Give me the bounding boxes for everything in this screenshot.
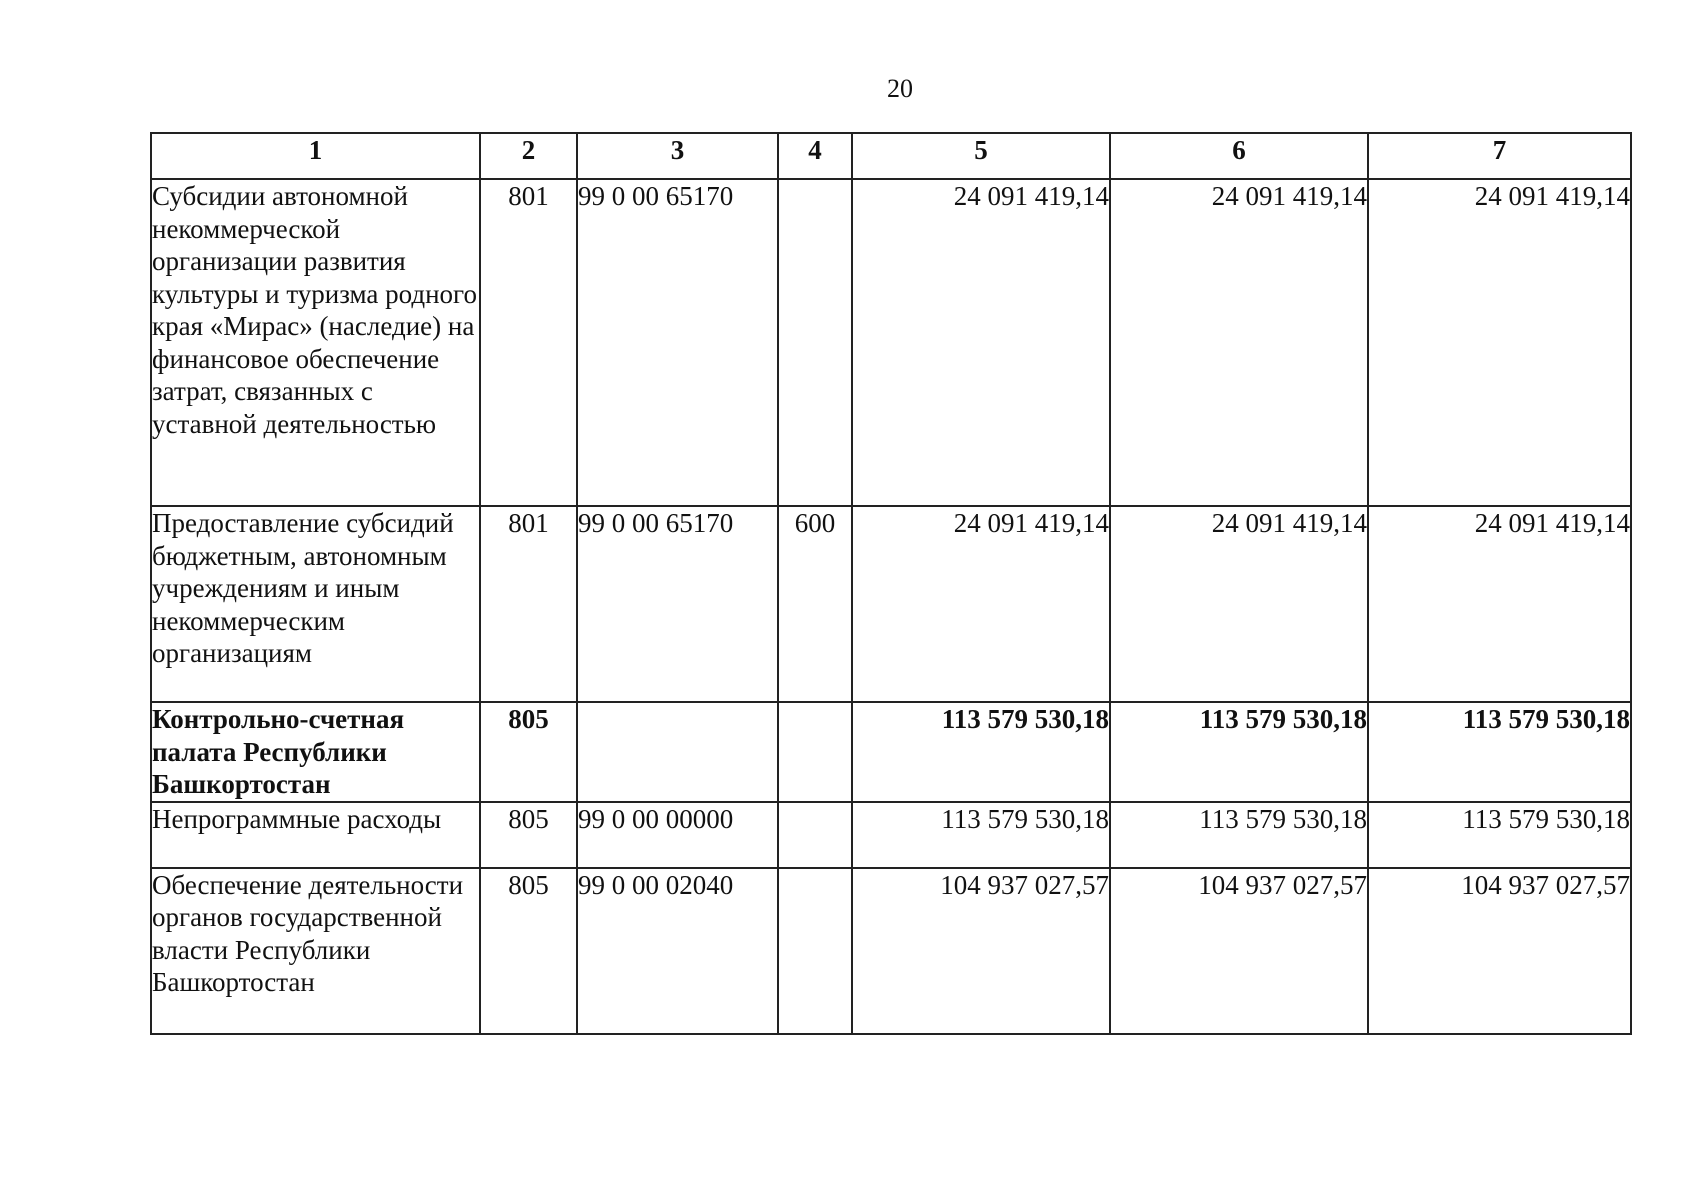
row-expense-type <box>778 702 852 802</box>
row-amount-col5: 24 091 419,14 <box>852 179 1110 506</box>
row-amount-col7: 113 579 530,18 <box>1368 802 1631 868</box>
row-expense-type: 600 <box>778 506 852 702</box>
column-header-5: 5 <box>852 133 1110 179</box>
column-header-3: 3 <box>577 133 778 179</box>
row-amount-col6: 113 579 530,18 <box>1110 702 1368 802</box>
row-amount-col6: 24 091 419,14 <box>1110 179 1368 506</box>
table-row <box>151 506 1631 702</box>
column-header-6: 6 <box>1110 133 1368 179</box>
row-amount-col6: 24 091 419,14 <box>1110 506 1368 702</box>
column-header-4: 4 <box>778 133 852 179</box>
column-header-2: 2 <box>480 133 577 179</box>
table-row <box>151 702 1631 802</box>
column-header-7: 7 <box>1368 133 1631 179</box>
row-name: Обеспечение деятельности органов государственной власти Республики Башкортостан <box>151 868 480 1034</box>
row-ministry-code: 805 <box>480 702 577 802</box>
row-expense-type <box>778 868 852 1034</box>
row-ministry-code: 801 <box>480 506 577 702</box>
row-amount-col5: 113 579 530,18 <box>852 702 1110 802</box>
row-name: Контрольно-счетная палата Республики Башкортостан <box>151 702 480 802</box>
table-row <box>151 802 1631 868</box>
row-amount-col5: 104 937 027,57 <box>852 868 1110 1034</box>
row-target-code: 99 0 00 65170 <box>577 179 778 506</box>
row-amount-col7: 113 579 530,18 <box>1368 702 1631 802</box>
row-target-code: 99 0 00 02040 <box>577 868 778 1034</box>
header-row <box>151 133 1631 179</box>
row-ministry-code: 805 <box>480 868 577 1034</box>
row-ministry-code: 805 <box>480 802 577 868</box>
row-target-code: 99 0 00 00000 <box>577 802 778 868</box>
budget-table <box>150 132 1632 1035</box>
row-expense-type <box>778 802 852 868</box>
table-row <box>151 179 1631 506</box>
row-name: Предоставление субсидий бюджетным, автономным учреждениям и иным некоммерческим организациям <box>151 506 480 702</box>
row-amount-col7: 104 937 027,57 <box>1368 868 1631 1034</box>
row-target-code: 99 0 00 65170 <box>577 506 778 702</box>
row-amount-col6: 113 579 530,18 <box>1110 802 1368 868</box>
row-ministry-code: 801 <box>480 179 577 506</box>
row-amount-col5: 24 091 419,14 <box>852 506 1110 702</box>
row-name: Субсидии автономной некоммерческой организации развития культуры и туризма родного края «Мирас» (наследие) на финансовое обеспечение затрат, связанных с уставной деятельностью <box>151 179 480 506</box>
row-amount-col7: 24 091 419,14 <box>1368 506 1631 702</box>
column-header-1: 1 <box>151 133 480 179</box>
row-amount-col6: 104 937 027,57 <box>1110 868 1368 1034</box>
table-row <box>151 868 1631 1034</box>
row-expense-type <box>778 179 852 506</box>
page-number: 20 <box>887 74 913 103</box>
row-amount-col7: 24 091 419,14 <box>1368 179 1631 506</box>
row-amount-col5: 113 579 530,18 <box>852 802 1110 868</box>
row-name: Непрограммные расходы <box>151 802 480 868</box>
row-target-code <box>577 702 778 802</box>
